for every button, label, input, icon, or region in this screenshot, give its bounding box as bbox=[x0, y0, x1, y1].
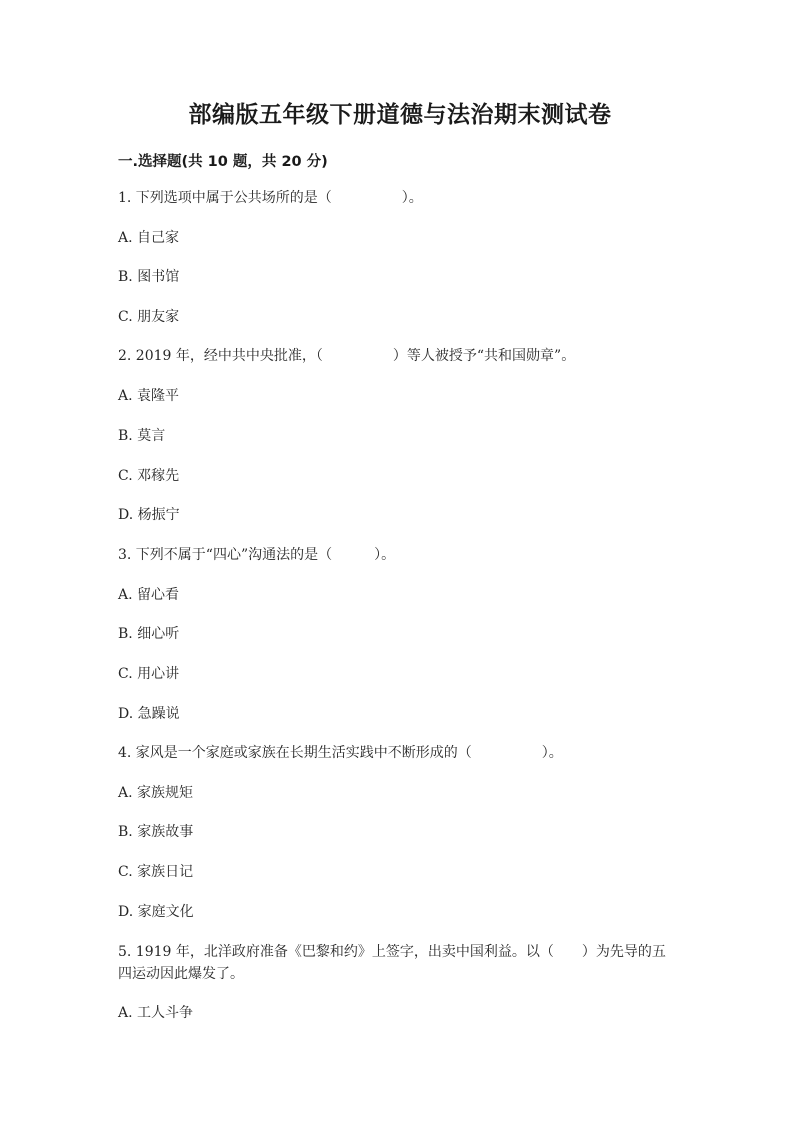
question-3-option-a: A. 留心看 bbox=[118, 587, 180, 603]
question-3-option-c: C. 用心讲 bbox=[118, 666, 180, 682]
question-2-stem: 2. 2019 年，经中共中央批准，（ ）等人被授予“共和国勋章”。 bbox=[118, 348, 576, 364]
question-1-option-c: C. 朋友家 bbox=[118, 309, 180, 325]
question-1-stem: 1. 下列选项中属于公共场所的是（ ）。 bbox=[118, 190, 423, 206]
question-2-option-c: C. 邓稼先 bbox=[118, 468, 180, 484]
question-3-stem: 3. 下列不属于“四心”沟通法的是（ ）。 bbox=[118, 547, 396, 563]
question-3-option-b: B. 细心听 bbox=[118, 626, 180, 642]
question-4-option-d: D. 家庭文化 bbox=[118, 904, 194, 920]
question-3-option-d: D. 急躁说 bbox=[118, 706, 180, 722]
question-2-option-a: A. 袁隆平 bbox=[118, 388, 180, 404]
question-4-option-a: A. 家族规矩 bbox=[118, 785, 194, 801]
question-2-option-d: D. 杨振宁 bbox=[118, 507, 180, 523]
question-1-option-b: B. 图书馆 bbox=[118, 269, 180, 285]
question-4-option-c: C. 家族日记 bbox=[118, 864, 194, 880]
section-heading: 一.选择题(共 10 题，共 20 分) bbox=[118, 154, 328, 170]
question-5-option-a: A. 工人斗争 bbox=[118, 1005, 194, 1021]
question-2-option-b: B. 莫言 bbox=[118, 428, 166, 444]
question-4-stem: 4. 家风是一个家庭或家族在长期生活实践中不断形成的（ ）。 bbox=[118, 745, 563, 761]
question-1-option-a: A. 自己家 bbox=[118, 230, 180, 246]
question-4-option-b: B. 家族故事 bbox=[118, 824, 194, 840]
question-5-stem: 5. 1919 年，北洋政府准备《巴黎和约》上签字，出卖中国利益。以（ ）为先导的五四运动因此爆发了。 bbox=[118, 944, 666, 982]
page-title: 部编版五年级下册道德与法治期末测试卷 bbox=[188, 102, 612, 128]
